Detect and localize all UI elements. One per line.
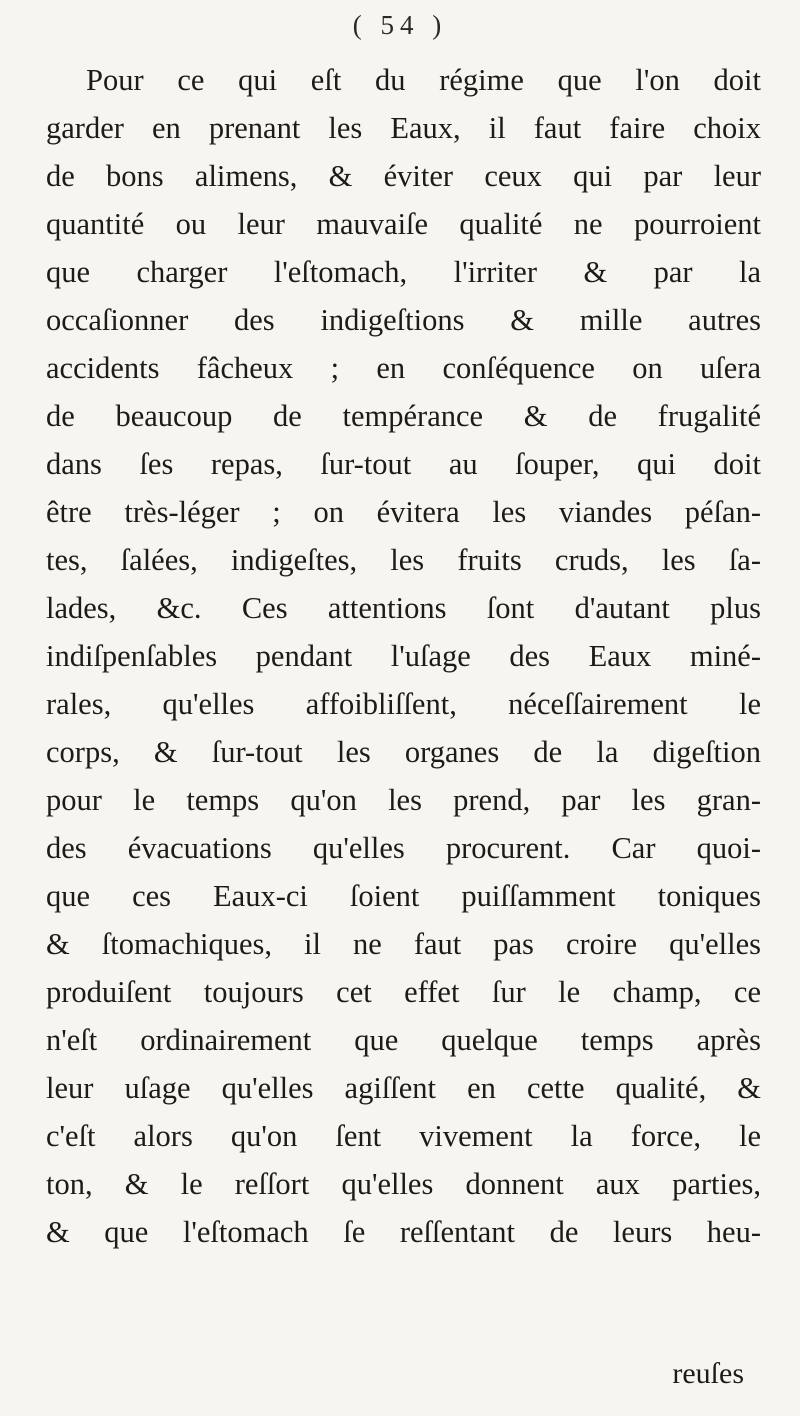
text-line: pour le temps qu'on les prend, par les gran- <box>46 783 761 817</box>
text-line: garder en prenant les Eaux, il faut faire choix <box>46 111 761 145</box>
text-line: corps, & ſur-tout les organes de la digeſtion <box>46 735 761 769</box>
text-line: & ſtomachiques, il ne faut pas croire qu'elles <box>46 927 761 961</box>
text-line: tes, ſalées, indigeſtes, les fruits cruds, les ſa- <box>46 543 761 577</box>
text-line: lades, &c. Ces attentions ſont d'autant plus <box>46 591 761 625</box>
text-line: occaſionner des indigeſtions & mille autres <box>46 303 761 337</box>
page-number: ( 54 ) <box>352 10 448 40</box>
text-line: & que l'eſtomach ſe reſſentant de leurs heu- <box>46 1215 761 1249</box>
text-line: quantité ou leur mauvaiſe qualité ne pourroient <box>46 207 761 241</box>
text-line: n'eſt ordinairement que quelque temps après <box>46 1023 761 1057</box>
text-line: rales, qu'elles affoibliſſent, néceſſairement le <box>46 687 761 721</box>
text-line: de beaucoup de tempérance & de frugalité <box>46 399 761 433</box>
text-line: indiſpenſables pendant l'uſage des Eaux miné- <box>46 639 761 673</box>
text-line: accidents fâcheux ; en conſéquence on uſera <box>46 351 761 385</box>
text-line: produiſent toujours cet effet ſur le champ, ce <box>46 975 761 1009</box>
text-line: que ces Eaux-ci ſoient puiſſamment toniques <box>46 879 761 913</box>
text-line: c'eſt alors qu'on ſent vivement la force, le <box>46 1119 761 1153</box>
text-line: Pour ce qui eſt du régime que l'on doit <box>86 63 761 97</box>
text-line: ton, & le reſſort qu'elles donnent aux parties, <box>46 1167 761 1201</box>
text-line: dans ſes repas, ſur-tout au ſouper, qui doit <box>46 447 761 481</box>
text-line: de bons alimens, & éviter ceux qui par leur <box>46 159 761 193</box>
text-line: être très-léger ; on évitera les viandes péſan- <box>46 495 761 529</box>
text-line: des évacuations qu'elles procurent. Car quoi- <box>46 831 761 865</box>
catchword: reuſes <box>672 1357 744 1390</box>
body-text <box>46 56 761 1256</box>
text-line: que charger l'eſtomach, l'irriter & par la <box>46 255 761 289</box>
text-line: leur uſage qu'elles agiſſent en cette qualité, & <box>46 1071 761 1105</box>
